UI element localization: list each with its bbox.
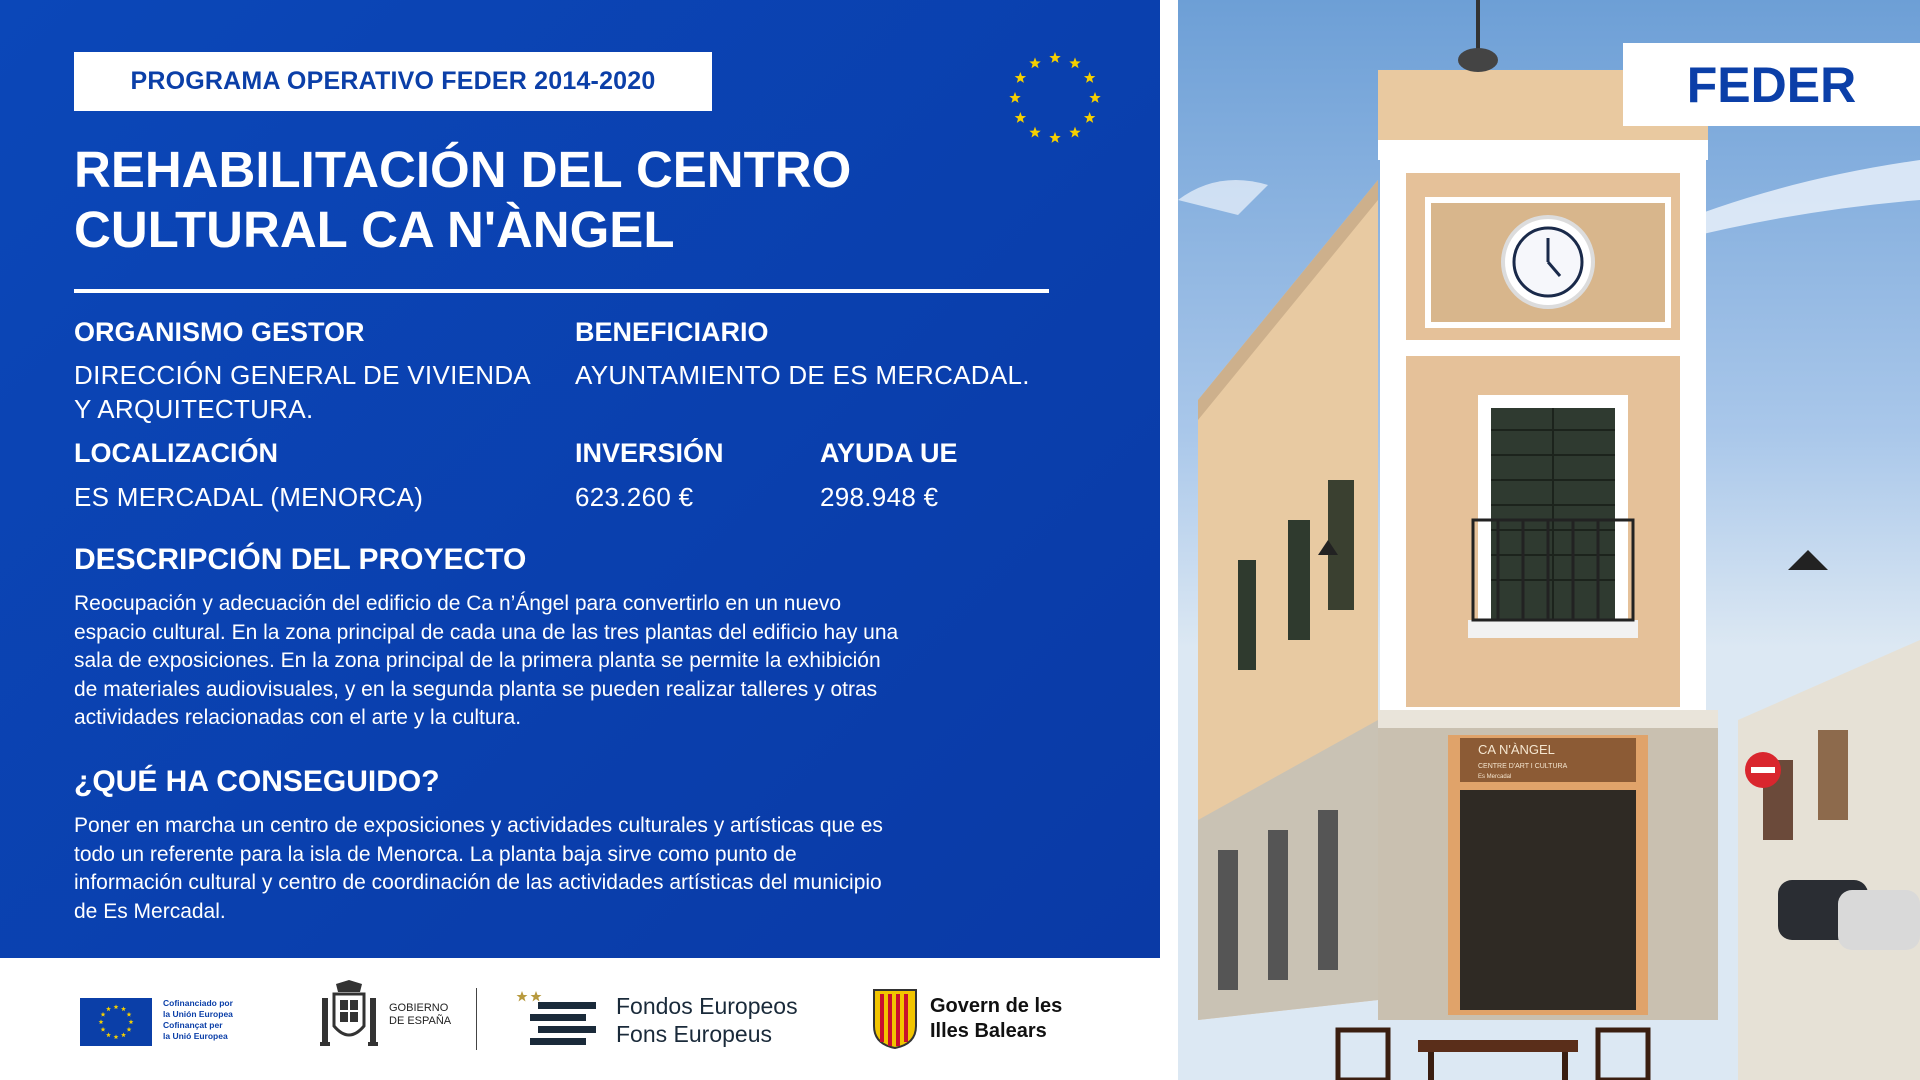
achievement-line: Poner en marcha un centro de exposiciones y actividades culturales y artísticas que es <box>74 814 883 837</box>
eu-star-icon <box>1015 112 1026 123</box>
title-divider <box>74 289 1049 293</box>
organismo-value <box>74 358 531 426</box>
localizacion-label: LOCALIZACIÓN <box>74 438 278 468</box>
ayuda-value: 298.948 € <box>820 482 939 512</box>
beneficiario-label: BENEFICIARIO <box>575 317 769 347</box>
sign-line1: CA N'ÀNGEL <box>1478 742 1555 757</box>
description-line: Reocupación y adecuación del edificio de Ca n’Ángel para convertirlo en un nuevo <box>74 592 842 615</box>
eu-stars-icon <box>1005 48 1105 148</box>
building-illustration <box>1178 0 1920 1080</box>
organismo-label: ORGANISMO GESTOR <box>74 317 365 347</box>
achievement-title: ¿QUÉ HA CONSEGUIDO? <box>74 765 440 798</box>
eu-star-icon <box>1084 112 1095 123</box>
fondos-europeos-logo-icon <box>516 988 606 1050</box>
eu-star-icon <box>1069 127 1080 138</box>
sign-line2: CENTRE D'ART I CULTURA <box>1478 763 1568 770</box>
fondos-line: Fondos Europeos <box>616 993 798 1019</box>
ayuda-label: AYUDA UE <box>820 438 958 468</box>
spain-coat-of-arms-icon <box>318 980 380 1054</box>
inversion-label: INVERSIÓN <box>575 438 724 468</box>
eu-cofinancing-line: la Unión Europea <box>163 1009 233 1019</box>
logo-footer <box>0 958 1160 1080</box>
achievement-line: de Es Mercadal. <box>74 899 226 923</box>
description-line: de materiales audiovisuales, y en la segunda planta se pueden realizar talleres y otras <box>74 677 878 701</box>
achievement-line: todo un referente para la isla de Menorca. La planta baja sirve como punto de <box>74 842 797 866</box>
eu-flag-icon <box>80 998 152 1046</box>
description-text <box>74 590 1064 733</box>
organismo-value-line1: DIRECCIÓN GENERAL DE VIVIENDA <box>74 360 532 390</box>
gobierno-line: GOBIERNO <box>389 1002 449 1014</box>
fondos-line: Fons Europeus <box>616 1021 772 1047</box>
fondos-europeos-text <box>616 992 798 1048</box>
achievement-line: información cultural y centro de coordinación de las actividades artísticas del municipio <box>74 871 882 894</box>
gobierno-espana-text <box>389 1002 451 1028</box>
eu-star-icon <box>1015 72 1026 83</box>
eu-cofinancing-line: Cofinançat per <box>163 1020 223 1030</box>
eu-cofinancing-line: la Unió Europea <box>163 1031 228 1041</box>
eu-star-icon <box>1084 72 1095 83</box>
govern-balears-crest-icon <box>872 988 918 1050</box>
govern-line: Govern de les <box>930 995 1063 1017</box>
logo-separator <box>476 988 477 1050</box>
feder-badge: FEDER <box>1623 43 1920 126</box>
sign-line3: Es Mercadal <box>1478 774 1512 780</box>
project-title <box>74 140 994 260</box>
building-photo <box>1178 0 1920 1080</box>
gobierno-line: DE ESPAÑA <box>389 1015 452 1027</box>
localizacion-value: ES MERCADAL (MENORCA) <box>74 482 424 512</box>
eu-star-icon <box>1009 92 1020 103</box>
achievement-text <box>74 812 1064 926</box>
eu-star-icon <box>1029 127 1040 138</box>
description-title: DESCRIPCIÓN DEL PROYECTO <box>74 543 527 576</box>
description-line: actividades relacionadas con el arte y la cultura. <box>74 706 522 729</box>
inversion-value: 623.260 € <box>575 482 694 512</box>
organismo-value-line2: Y ARQUITECTURA. <box>74 394 314 424</box>
eu-star-icon <box>1069 57 1080 68</box>
govern-balears-text <box>930 994 1062 1044</box>
description-line: espacio cultural. En la zona principal de cada una de las tres plantas del edificio hay una <box>74 620 899 644</box>
beneficiario-value: AYUNTAMIENTO DE ES MERCADAL. <box>575 360 1030 390</box>
project-title-line1: REHABILITACIÓN DEL CENTRO <box>74 141 852 198</box>
project-title-line2: CULTURAL CA N'ÀNGEL <box>74 201 675 258</box>
eu-star-icon <box>1089 92 1100 103</box>
eu-cofinancing-text <box>163 998 273 1042</box>
program-tag: PROGRAMA OPERATIVO FEDER 2014-2020 <box>74 52 712 111</box>
govern-line: Illes Balears <box>930 1020 1047 1042</box>
eu-star-icon <box>1049 132 1060 143</box>
eu-cofinancing-line: Cofinanciado por <box>163 998 233 1008</box>
eu-star-icon <box>1049 52 1060 63</box>
description-line: sala de exposiciones. En la zona principal de la primera planta se permite la exhibición <box>74 649 881 672</box>
eu-star-icon <box>1029 57 1040 68</box>
